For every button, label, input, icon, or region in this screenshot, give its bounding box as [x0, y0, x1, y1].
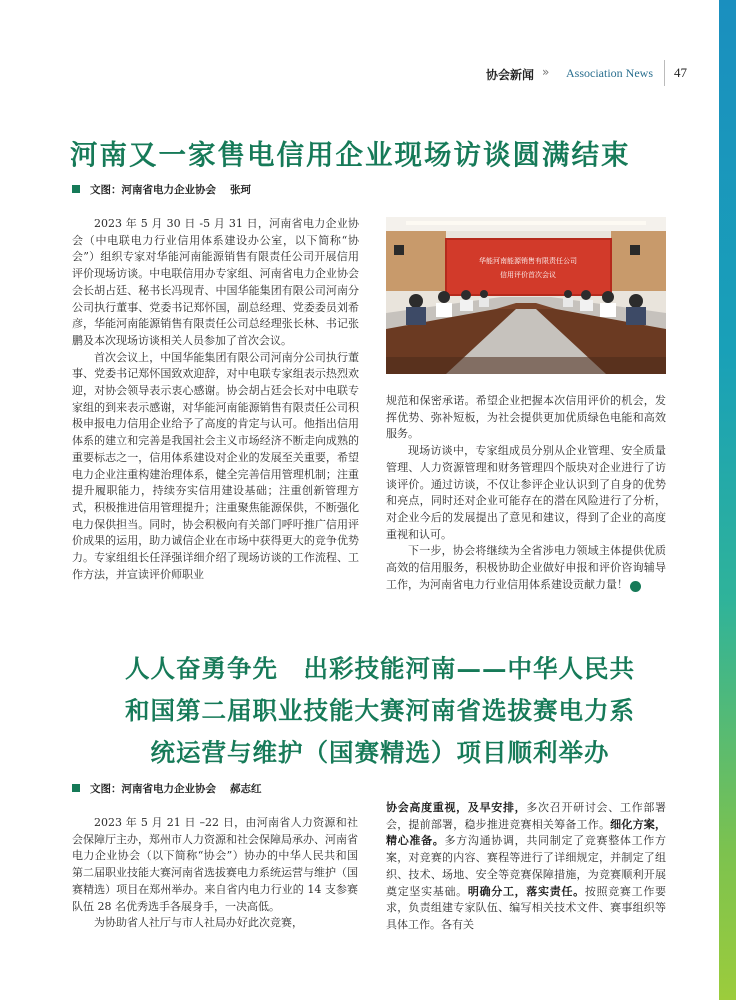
paragraph-continued: [386, 800, 666, 934]
byline-label: 文图：河南省电力企业协会: [90, 184, 216, 196]
paragraph-text: 下一步，协会将继续为全省涉电力领域主体提供优质高效的信用服务，积极协助企业做好申报和评价咨询辅导工作，为河南省电力行业信用体系建设贡献力量！: [386, 544, 666, 591]
paragraph: 2023 年 5 月 30 日 -5 月 31 日，河南省电力企业协会（中电联电力行业信用体系建设办公室，以下简称“协会”）组织专家对华能河南能源销售有限责任公司开展信用评价现场访谈。中电联信用办专家组、河南省电力企业协会会长胡占廷、秘书长冯现青、中国华能集团有限公司河南分公司执行董事、党委书记郑怀国，副总经理、党委委员刘希彦，华能河南能源销售有限责任公司总经理张长林、书记张鹏及本次现场访谈相关人员参加了首次会议。: [72, 217, 359, 347]
paragraph: 现场访谈中，专家组成员分别从企业管理、安全质量管理、人力资源管理和财务管理四个版块对企业进行了访谈评价。通过访谈，不仅让参评企业认识到了自身的优势和亮点，同时还对企业可能存在的潜在风险进行了分析，对企业今后的发展提出了意见和建议，得到了企业的高度重视和认可。: [386, 444, 666, 541]
article2-title: [70, 648, 690, 774]
article2-byline: [72, 781, 262, 796]
bold-phrase: 细化方案，精心准备。: [386, 817, 667, 848]
paragraph-text: 多次召开研讨会、工作部署会，提前部署，稳步推进竞赛相关筹备工作。: [386, 801, 667, 831]
section-title-en: Association News: [566, 66, 653, 80]
section-title-cn: 协会新闻: [486, 68, 535, 82]
chevron-double-right-icon: »: [542, 65, 550, 79]
bold-phrase: 明确分工，落实责任。: [467, 884, 585, 898]
paragraph-text: 多方沟通协调，共同制定了竞赛整体工作方案，对竞赛的内容、赛程等进行了详细规定，并制定了组织、技术、场地、安全等竞赛保障措施，为竞赛顺利开展奠定坚实基础。: [386, 834, 667, 898]
square-bullet-icon: [72, 185, 80, 193]
title-line: 和国第二届职业技能大赛河南省选拔赛电力系: [125, 696, 635, 725]
square-bullet-icon: [72, 784, 80, 792]
banner-text-line2: 信用评价首次会议: [500, 271, 556, 279]
byline-author: 张珂: [230, 184, 251, 196]
paragraph-text: 按照竞赛工作要求，负责组建专家队伍、编写相关技术文件、赛事组织等具体工作。各有关: [386, 884, 667, 931]
paragraph-continued: 规范和保密承诺。希望企业把握本次信用评价的机会，发挥优势、弥补短板，为社会提供更加优质绿色电能和高效服务。: [386, 394, 666, 441]
title-line: 人人奋勇争先 出彩技能河南——中华人民共: [125, 654, 635, 683]
title-line: 统运营与维护（国赛精选）项目顺利举办: [150, 738, 610, 767]
paragraph: 首次会议上，中国华能集团有限公司河南分公司执行董事、党委书记郑怀国致欢迎辞，对中电联专家组表示热烈欢迎，对协会领导表示衷心感谢。协会胡占廷会长对中电联专家组的到来表示感谢，对华能河南能源销售有限责任公司积极申报电力信用企业给予了高度的肯定与认可。他指出信用体系的建立和完善是我国社会主义市场经济不断走向成熟的重要标志之一，信用体系建设对企业的发展至关重要，希望电力企业注重构建治理体系，健全完善信用管理机制；注重提升履职能力，持续夯实信用建设基础；注重创新管理方式，积极推进信用管理提升；注重聚焦能源保供，不断强化电力保供担当。同时，协会积极向有关部门呼吁推广信用评价成果的运用，助力诚信企业在市场中获得更大的竞争优势力。专家组组长任泽强详细介绍了现场访谈的工作流程、工作方法，并宣读评价师职业: [72, 350, 359, 581]
byline-label: 文图：河南省电力企业协会: [90, 783, 216, 795]
article-end-icon: C: [630, 581, 641, 592]
article1-byline: [72, 182, 251, 197]
paragraph: [386, 543, 666, 593]
article1-column-right: [386, 393, 666, 593]
article1-title: 河南又一家售电信用企业现场访谈圆满结束: [70, 139, 631, 171]
page-header: [0, 60, 700, 86]
decorative-side-bar: [719, 0, 736, 1000]
header-divider: [664, 60, 665, 86]
byline-author: 郝志红: [230, 783, 262, 795]
meeting-room-illustration: [386, 217, 666, 374]
meeting-photo: [386, 217, 666, 374]
page-number: 47: [674, 65, 687, 80]
article2-column-left: [72, 815, 358, 932]
paragraph: 2023 年 5 月 21 日 –22 日，由河南省人力资源和社会保障厅主办，郑州市人力资源和社会保障局承办、河南省电力企业协会（以下简称“协会”）协办的中华人民共和国第二届职业技能大赛河南省选拔赛电力系统运营与维护（国赛精选）项目在郑州举办。来自省内电力行业的 14 支参赛队伍 28 名优秀选手各展身手，一决高低。: [72, 816, 358, 913]
banner-text-line1: 华能河南能源销售有限责任公司: [479, 257, 577, 265]
article1-column-left: [72, 216, 359, 583]
bold-phrase: 协会高度重视，及早安排，: [386, 801, 527, 814]
paragraph: 为协助省人社厅与市人社局办好此次竞赛，: [94, 916, 303, 930]
article2-column-right: [386, 800, 666, 934]
